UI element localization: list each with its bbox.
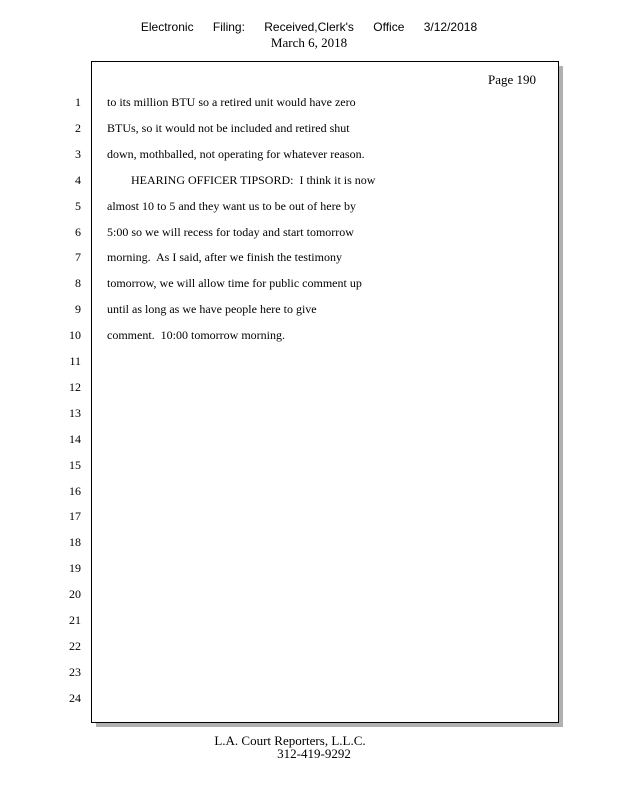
line-text: until as long as we have people here to give [107, 302, 317, 316]
line-number: 22 [69, 639, 81, 653]
line-number: 23 [69, 665, 81, 679]
line-number: 8 [75, 276, 81, 290]
line-number: 1 [75, 95, 81, 109]
line-number: 7 [75, 250, 81, 264]
stamp-part: 3/12/2018 [423, 20, 478, 34]
line-number: 16 [69, 484, 81, 498]
court-reporter-phone: 312-419-9292 [277, 746, 351, 761]
line-text: BTUs, so it would not be included and retired shut [107, 121, 350, 135]
line-number: 13 [69, 406, 81, 420]
line-number: 19 [69, 561, 81, 575]
line-number: 14 [69, 432, 81, 446]
line-text: to its million BTU so a retired unit would have zero [107, 95, 356, 109]
filing-stamp [0, 20, 618, 34]
stamp-part: Office [373, 20, 405, 34]
court-reporter-firm: L.A. Court Reporters, L.L.C. [214, 733, 366, 748]
line-text: 5:00 so we will recess for today and start tomorrow [107, 225, 354, 239]
line-number: 21 [69, 613, 81, 627]
line-number: 3 [75, 147, 81, 161]
line-text: down, mothballed, not operating for whatever reason. [107, 147, 365, 161]
line-number: 10 [69, 328, 81, 342]
line-number: 9 [75, 302, 81, 316]
line-text: almost 10 to 5 and they want us to be out of here by [107, 199, 356, 213]
line-number: 12 [69, 380, 81, 394]
line-number: 24 [69, 691, 81, 705]
hearing-date: March 6, 2018 [270, 35, 348, 50]
line-number: 20 [69, 587, 81, 601]
line-number: 18 [69, 535, 81, 549]
line-text: tomorrow, we will allow time for public comment up [107, 276, 362, 290]
line-number: 4 [75, 173, 81, 187]
stamp-part: Received,Clerk's [264, 20, 354, 34]
page-number: Page 190 [487, 72, 536, 87]
line-number: 5 [75, 199, 81, 213]
line-number: 17 [69, 509, 81, 523]
line-number: 11 [69, 354, 81, 368]
line-number: 6 [75, 225, 81, 239]
line-number: 15 [69, 458, 81, 472]
line-text: HEARING OFFICER TIPSORD: I think it is now [107, 173, 376, 187]
line-number: 2 [75, 121, 81, 135]
stamp-part: Electronic [140, 20, 194, 34]
stamp-part: Filing: [212, 20, 245, 34]
line-text: comment. 10:00 tomorrow morning. [107, 328, 285, 342]
line-text: morning. As I said, after we finish the testimony [107, 250, 342, 264]
